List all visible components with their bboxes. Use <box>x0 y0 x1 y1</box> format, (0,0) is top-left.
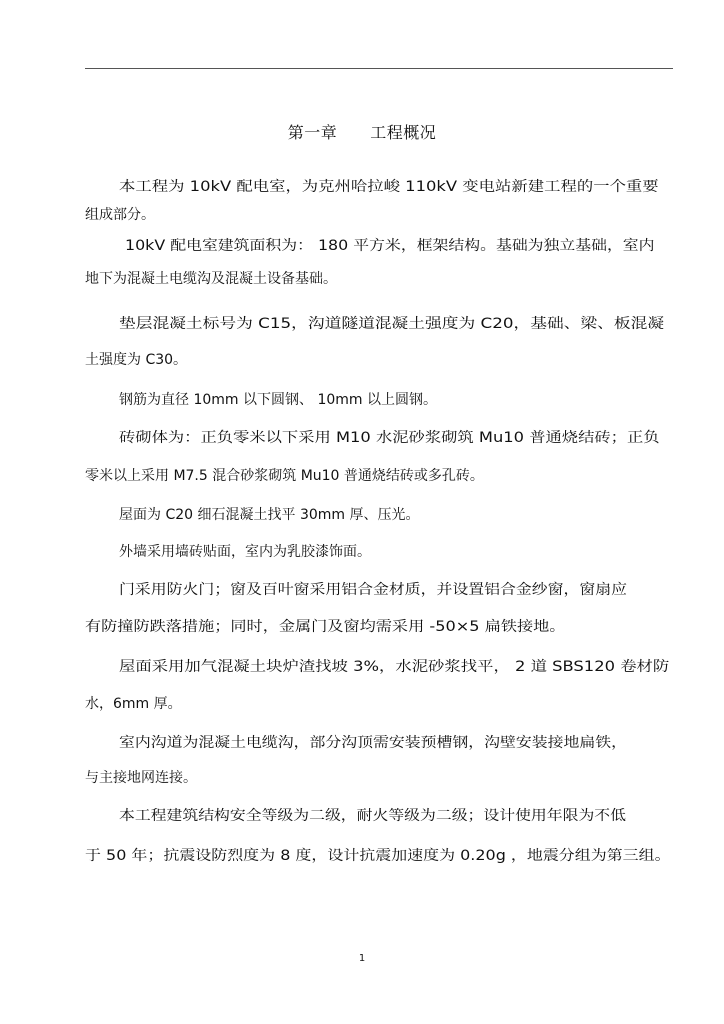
paragraph-line: 地下为混凝土电缆沟及混凝土设备基础。 <box>85 271 337 287</box>
paragraph-line: 有防撞防跌落措施；同时，金属门及窗均需采用 -50×5 扁铁接地。 <box>85 619 566 635</box>
paragraph-line: 与主接地网连接。 <box>85 770 197 786</box>
paragraph-line: 砖砌体为：正负零米以下采用 M10 水泥砂浆砌筑 Mu10 普通烧结砖；正负 <box>119 430 660 446</box>
paragraph-line: 组成部分。 <box>85 207 155 223</box>
paragraph-line: 本工程为 10kV 配电室，为克州哈拉峻 110kV 变电站新建工程的一个重要 <box>119 179 659 195</box>
paragraph-line: 水，6mm 厚。 <box>85 696 182 712</box>
paragraph-line: 本工程建筑结构安全等级为二级，耐火等级为二级；设计使用年限为不低 <box>119 808 626 824</box>
paragraph-line: 钢筋为直径 10mm 以下圆钢、 10mm 以上圆钢。 <box>119 392 437 408</box>
paragraph-line: 门采用防火门；窗及百叶窗采用铝合金材质，并设置铝合金纱窗，窗扇应 <box>119 582 627 598</box>
page-number: 1 <box>358 953 366 964</box>
paragraph-line: 室内沟道为混凝土电缆沟，部分沟顶需安装预槽钢，沟壁安装接地扁铁， <box>119 735 627 751</box>
chapter-title: 第一章 工程概况 <box>287 123 437 142</box>
paragraph-line: 10kV 配电室建筑面积为： 180 平方米，框架结构。基础为独立基础，室内 <box>125 238 655 254</box>
paragraph-line: 屋面为 C20 细石混凝土找平 30mm 厚、压光。 <box>119 507 420 523</box>
paragraph-line: 零米以上采用 M7.5 混合砂浆砌筑 Mu10 普通烧结砖或多孔砖。 <box>85 468 484 484</box>
paragraph-line: 土强度为 C30。 <box>85 352 188 368</box>
paragraph-line: 垫层混凝土标号为 C15，沟道隧道混凝土强度为 C20，基础、梁、板混凝 <box>119 316 665 332</box>
paragraph-line: 于 50 年；抗震设防烈度为 8 度，设计抗震加速度为 0.20g ，地震分组为第三组。 <box>85 848 671 864</box>
paragraph-line: 外墙采用墙砖贴面，室内为乳胶漆饰面。 <box>119 544 371 560</box>
paragraph-line: 屋面采用加气混凝土块炉渣找坡 3%，水泥砂浆找平， 2 道 SBS120 卷材防 <box>119 659 670 675</box>
header-rule <box>85 68 673 69</box>
